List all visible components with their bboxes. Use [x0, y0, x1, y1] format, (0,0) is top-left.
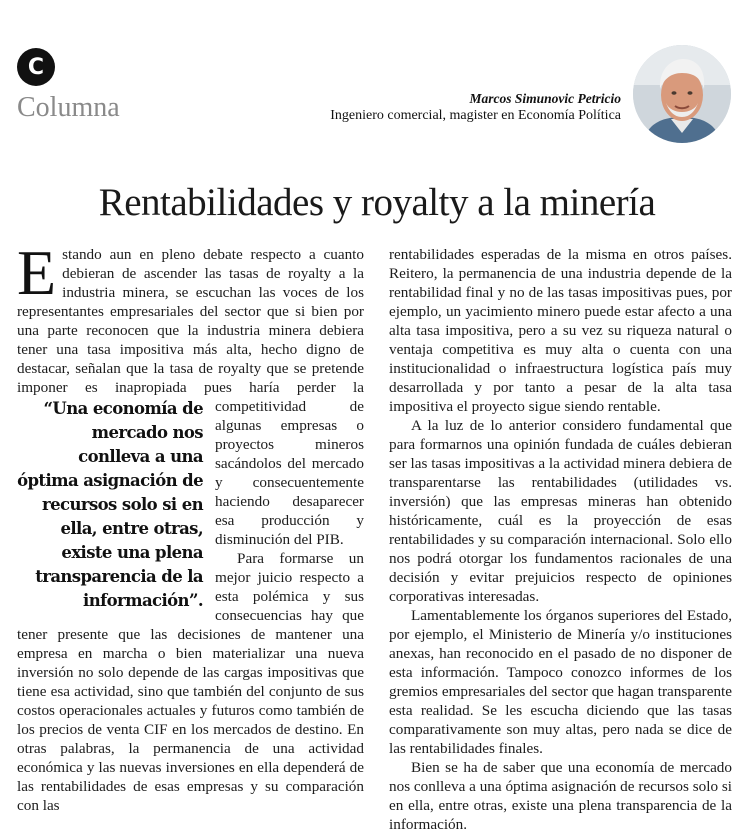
paragraph-1 [17, 237, 364, 610]
column-badge-icon: C [17, 48, 55, 86]
paragraph-1-head: stando aun en pleno debate respecto a cuanto debieran de ascender las tasas de royalty a la industria minera, se escuchan las voces de los representantes empresariales del sector que si bien por una parte reconocen que la industria minera debiera tener una tasa impositiva más alta, hecho digno de destacar, señalan que la tasa de royalty que se pretende imponer es inapropiada pues haría [17, 246, 364, 396]
author-portrait-icon [633, 45, 731, 143]
article-column-2 [389, 245, 732, 834]
drop-cap: E [17, 237, 57, 308]
paragraph-3: rentabilidades esperadas de la misma en otros países. Reitero, la permanencia de una industria depende de la rentabilidad final y no de las tasas impositivas pues, por ejemplo, un yacimiento minero puede estar afecto a una alta tasa impositiva, pero a su vez su riqueza natural o ventaja competitiva es muy alta o cuenta con una institucionalidad o infraestructura logística país muy desarrollada y por tanto a pesar de la alta tasa impositiva el proyecto sigue siendo rentable. [389, 246, 732, 415]
paragraph-2: Para formarse un mejor juicio respecto a esta polémica y sus consecuencias hay que tener presente que las decisiones de mantener una empresa en marcha o bien materializar una nueva inversión no solo depende de las cargas impositivas que tiene esa actividad, sino que también del conjunto de sus costos operacionales actuales y futuros como también de los precios de venta CIF en los mercados de destino. En otras palabras, la permanencia de una actividad económica y las nuevas inversiones en ella dependerá de las rentabilidades de esas empresas y su comparación con las [17, 550, 364, 814]
paragraph-4: A la luz de lo anterior considero fundamental que para formarnos una opinión fundada de cuáles debieran ser las tasas impositivas a la actividad minera debiera de transparentarse las rentabilidades (utilidades vs. inversión) que las empresas mineras han obtenido históricamente, cuál es la proyección de esas rentabilidades y su comparación internacional. Solo ello nos podrá otorgar los fundamentos racionales de una decisión y evitar prejuicios respecto de opiniones corporativas interesadas. [389, 417, 732, 605]
article-title: Rentabilidades y royalty a la minería [98, 181, 656, 224]
section-label: Columna [17, 92, 120, 123]
paragraph-5: Lamentablemente los órganos superiores del Estado, por ejemplo, el Ministerio de Minería y/o instituciones anexas, han reconocido en el pasado de no disponer de esta información. Tampoco conozco informes de los gremios empresariales del sector que hagan transparente esta realidad. Se les escucha diciendo que las tasas comparativamente son muy altas, pero nada se dice de las rentabilidades finales. [389, 607, 732, 757]
paragraph-6: Bien se ha de saber que una economía de mercado nos conlleva a una óptima asignación de recursos solo si en ella, entre otras, existe una plena transparencia de la información. [389, 759, 732, 833]
author-photo [633, 45, 731, 143]
author-name: Marcos Simunovic Petricio [469, 91, 621, 106]
author-role: Ingeniero comercial, magister en Economía Política [330, 108, 621, 123]
paragraph-1-tail: perder la competitividad de algunas empresas o proyectos mineros sacándolos del mercado y consecuentemente haciendo desaparecer esa producción y disminución del PIB. [215, 379, 364, 548]
article-column-1 [17, 237, 364, 815]
pull-quote: “Una economía de mercado nos conlleva a una óptima asignación de recursos solo si en ella, entre otras, existe una plena transparencia de la información”. [17, 399, 203, 610]
